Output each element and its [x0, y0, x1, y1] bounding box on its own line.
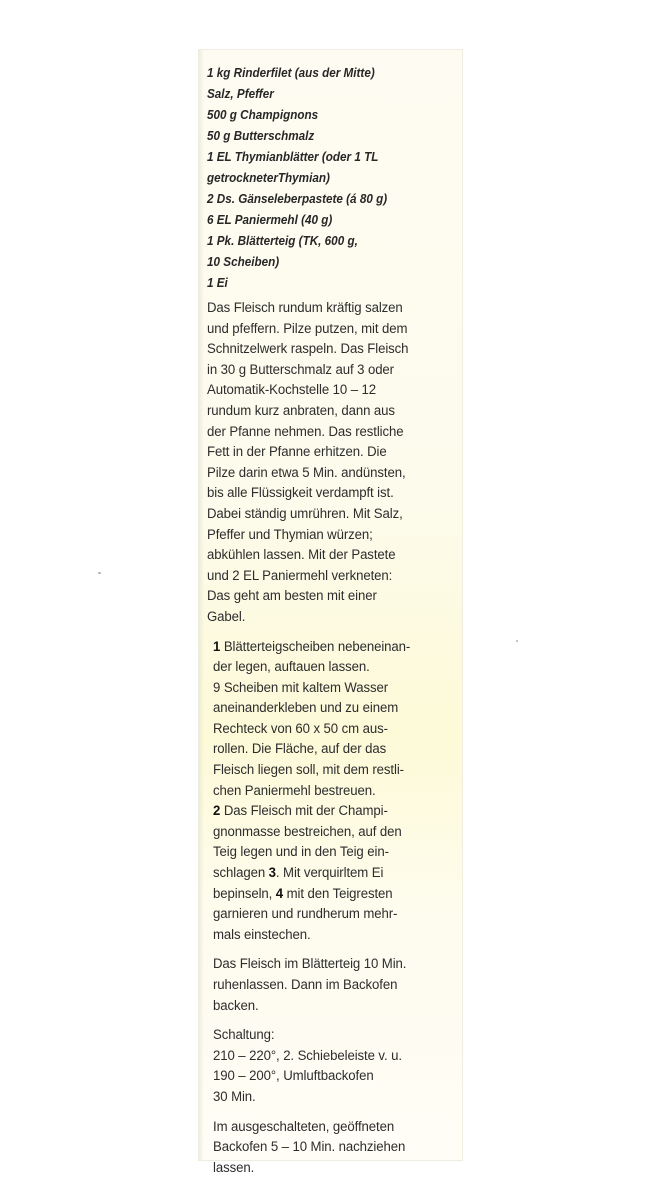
ingredient-item: 1 EL Thymianblätter (oder 1 TL [207, 149, 379, 164]
ingredient-item: 1 Pk. Blätterteig (TK, 600 g, [207, 233, 358, 248]
text-line: Schnitzelwerk raspeln. Das Fleisch [207, 341, 409, 358]
ingredient-item: 6 EL Paniermehl (40 g) [207, 212, 333, 227]
schaltung-paragraph [213, 1025, 459, 1107]
rest-paragraph [213, 954, 459, 1016]
ingredient-item: Salz, Pfeffer [207, 86, 274, 101]
step-text: Blätterteigscheiben nebeneinan- [220, 638, 411, 655]
text-line: Das Fleisch im Blätterteig 10 Min. [213, 956, 407, 973]
final-paragraph [213, 1117, 459, 1179]
step-number: 1 [213, 638, 221, 655]
text-line: in 30 g Butterschmalz auf 3 oder [207, 361, 394, 378]
ingredient-item: 2 Ds. Gänseleberpastete (á 80 g) [207, 191, 388, 206]
intro-paragraph [207, 298, 453, 628]
text-line: bis alle Flüssigkeit verdampft ist. [207, 485, 394, 502]
step-2-line [213, 801, 459, 822]
text-line: Im ausgeschalteten, geöffneten [213, 1118, 395, 1135]
text-line: Rechteck von 60 x 50 cm aus- [213, 720, 388, 737]
text-line: backen. [213, 997, 259, 1014]
text-line: 190 – 200°, Umluftbackofen [213, 1068, 374, 1085]
text-line: Dabei ständig umrühren. Mit Salz, [207, 505, 403, 522]
ingredient-item: 10 Scheiben) [207, 254, 280, 269]
text-line: gnonmasse bestreichen, auf den [213, 823, 402, 840]
text-line: rollen. Die Fläche, auf der das [213, 741, 387, 758]
recipe-column [207, 62, 455, 1187]
step-text: . Mit verquirltem Ei [275, 865, 384, 882]
ingredient-item: 500 g Champignons [207, 107, 319, 122]
recipe-clipping [199, 50, 462, 1176]
step-number: 4 [275, 885, 284, 902]
text-line: ruhenlassen. Dann im Backofen [213, 977, 398, 993]
text-line: Das geht am besten mit einer [207, 588, 377, 605]
text-line: 210 – 220°, 2. Schiebeleiste v. u. [213, 1047, 402, 1064]
text-line: rundum kurz anbraten, dann aus [207, 402, 395, 419]
text-line: 30 Min. [213, 1088, 256, 1105]
steps-paragraph [213, 637, 459, 946]
text-line: und pfeffern. Pilze putzen, mit dem [207, 320, 408, 337]
text-line: Teig legen und in den Teig ein- [213, 844, 389, 861]
text-line: Backofen 5 – 10 Min. nachziehen [213, 1139, 406, 1156]
step-3-line [213, 863, 459, 884]
text-line: aneinanderkleben und zu einem [213, 700, 399, 717]
ingredient-item: 50 g Butterschmalz [207, 128, 315, 143]
text-line: Schaltung: [213, 1027, 275, 1044]
scan-speck [98, 572, 101, 574]
text-line: der legen, auftauen lassen. [213, 659, 370, 676]
scan-speck [516, 640, 518, 642]
ingredient-item: 1 Ei [207, 275, 228, 290]
text-line: chen Paniermehl bestreuen. [213, 782, 376, 799]
step-4-line [213, 884, 459, 905]
text-line: Automatik-Kochstelle 10 – 12 [207, 382, 377, 399]
ingredient-list [207, 62, 455, 293]
step-text: bepinseln, [213, 885, 276, 902]
step-text: schlagen [213, 865, 269, 882]
step-number: 2 [213, 803, 221, 820]
text-line: Gabel. [207, 608, 246, 625]
ingredient-item: 1 kg Rinderfilet (aus der Mitte) [207, 65, 375, 80]
text-line: Fett in der Pfanne erhitzen. Die [207, 444, 387, 461]
text-line: der Pfanne nehmen. Das restliche [207, 423, 404, 440]
text-line: garnieren und rundherum mehr- [213, 906, 398, 923]
step-1-line [213, 637, 459, 658]
text-line: abkühlen lassen. Mit der Pastete [207, 547, 396, 564]
ingredient-item: getrockneterThymian) [207, 170, 330, 185]
step-number: 3 [268, 865, 276, 882]
text-line: und 2 EL Paniermehl verkneten: [207, 567, 393, 584]
step-text: Das Fleisch mit der Champi- [220, 803, 388, 820]
text-line: mals einstechen. [213, 926, 311, 943]
text-line: Pilze darin etwa 5 Min. andünsten, [207, 464, 406, 481]
text-line: Fleisch liegen soll, mit dem restli- [213, 762, 404, 779]
text-line: Das Fleisch rundum kräftig salzen [207, 300, 403, 316]
text-line: 9 Scheiben mit kaltem Wasser [213, 679, 389, 696]
text-line: Pfeffer und Thymian würzen; [207, 526, 373, 543]
step-text: mit den Teigresten [283, 885, 393, 902]
text-line: lassen. [213, 1159, 255, 1176]
